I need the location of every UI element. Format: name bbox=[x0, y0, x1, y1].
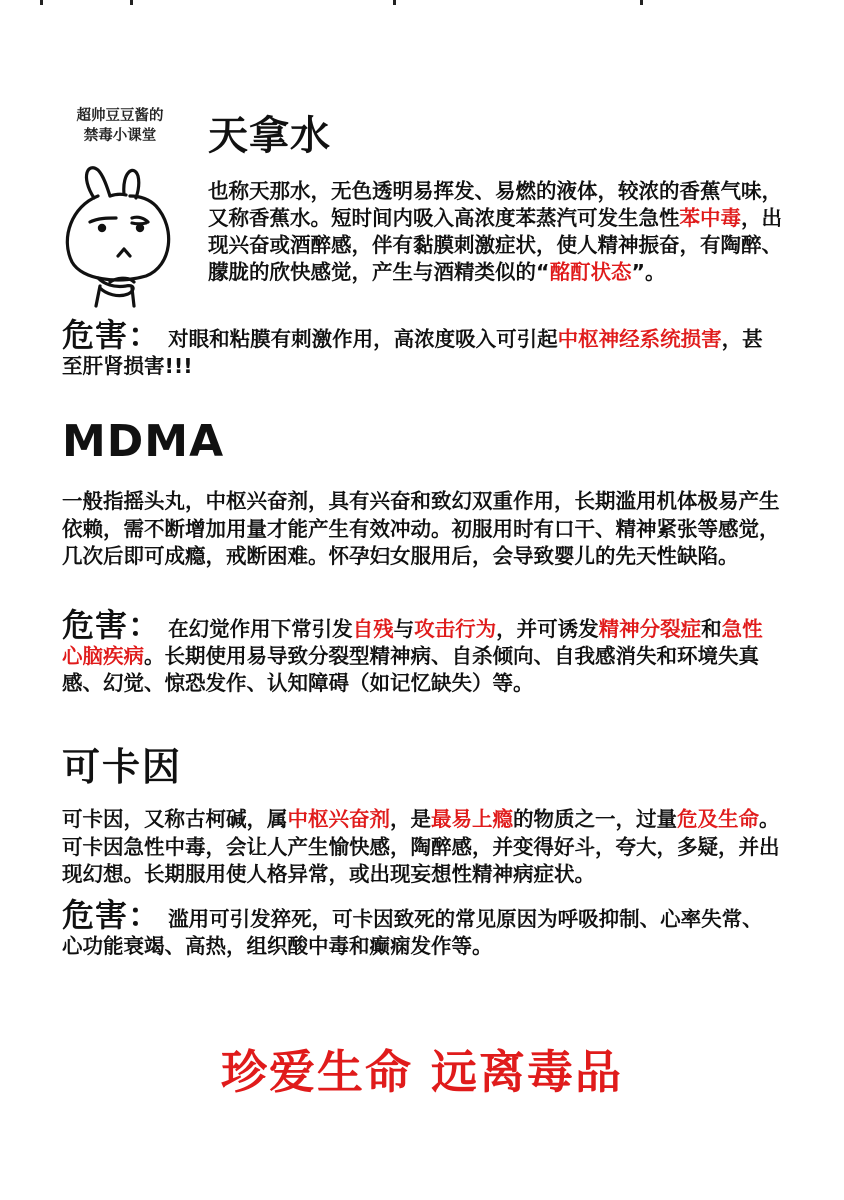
section-title-cocaine: 可卡因 bbox=[62, 745, 183, 789]
harm-label: 危害： bbox=[62, 316, 162, 354]
harm-text: ，甚至肝肾损害!!! bbox=[62, 327, 763, 378]
section-title-tiannashui: 天拿水 bbox=[208, 113, 331, 159]
harm-paragraph-mdma bbox=[62, 606, 782, 697]
slogan: 珍爱生命 远离毒品 bbox=[220, 1045, 623, 1099]
highlight-text: 最易上瘾 bbox=[431, 807, 513, 831]
highlight-text: 苯中毒 bbox=[679, 206, 741, 230]
brand-caption bbox=[60, 106, 180, 146]
section-description-tiannashui bbox=[208, 178, 783, 286]
desc-text: 的物质之一，过量 bbox=[513, 807, 677, 831]
harm-text: 与 bbox=[393, 617, 415, 641]
harm-paragraph-tiannashui bbox=[62, 316, 782, 380]
highlight-text: 急性心脑疾病 bbox=[62, 617, 763, 668]
harm-paragraph-cocaine bbox=[62, 896, 782, 960]
harm-text: ，并可诱发 bbox=[496, 617, 599, 641]
harm-text: 在幻觉作用下常引发 bbox=[161, 617, 353, 641]
section-title-mdma: MDMA bbox=[62, 416, 225, 467]
highlight-text: 危及生命 bbox=[677, 807, 759, 831]
desc-text: 一般指摇头丸，中枢兴奋剂，具有兴奋和致幻双重作用，长期滥用机体极易产生依赖，需不断增加用量才能产生有效冲动。初服用时有口干、精神紧张等感觉，几次后即可成瘾，戒断困难。怀孕妇女服用后，会导致婴儿的先天性缺陷。 bbox=[62, 489, 780, 568]
brand-line-1: 超帅豆豆酱的 bbox=[76, 108, 164, 124]
harm-label: 危害： bbox=[62, 896, 162, 934]
section-description-mdma bbox=[62, 488, 784, 571]
harm-text: 。长期使用易导致分裂型精神病、自杀倾向、自我感消失和环境失真感、幻觉、惊恐发作、认知障碍（如记忆缺失）等。 bbox=[62, 644, 759, 695]
desc-text: 。可卡因急性中毒，会让人产生愉快感，陶醉感，并变得好斗，夸大，多疑，并出现幻想。长期服用使人格异常，或出现妄想性精神病症状。 bbox=[62, 807, 780, 886]
harm-text: 对眼和粘膜有刺激作用，高浓度吸入可引起 bbox=[161, 327, 558, 351]
brand-line-2: 禁毒小课堂 bbox=[83, 128, 157, 144]
harm-text: 和 bbox=[701, 617, 722, 641]
highlight-text: 中枢神经系统损害 bbox=[557, 327, 722, 351]
highlight-text: 攻击行为 bbox=[414, 617, 497, 641]
highlight-text: 中枢兴奋剂 bbox=[287, 807, 390, 831]
desc-text: ”。 bbox=[631, 260, 666, 284]
desc-text: 可卡因，又称古柯碱，属 bbox=[62, 807, 288, 831]
highlight-text: 自残 bbox=[352, 617, 394, 641]
desc-text: ，出现兴奋或酒醉感，伴有黏膜刺激症状，使人精神振奋，有陶醉、朦胧的欣快感觉，产生与酒精类似的“ bbox=[208, 206, 782, 284]
top-edge-artifacts bbox=[0, 0, 844, 6]
rabbit-mascot-icon bbox=[58, 158, 183, 308]
section-description-cocaine bbox=[62, 806, 784, 889]
highlight-text: 酩酊状态 bbox=[549, 260, 632, 284]
harm-text: 滥用可引发猝死，可卡因致死的常见原因为呼吸抑制、心率失常、心功能衰竭、高热，组织酸中毒和癫痫发作等。 bbox=[62, 907, 763, 958]
harm-label: 危害： bbox=[62, 606, 162, 644]
desc-text: ，是 bbox=[390, 807, 431, 831]
highlight-text: 精神分裂症 bbox=[598, 617, 702, 641]
desc-text: 也称天那水，无色透明易挥发、易燃的液体，较浓的香蕉气味，又称香蕉水。短时间内吸入高浓度苯蒸汽可发生急性 bbox=[208, 179, 782, 230]
